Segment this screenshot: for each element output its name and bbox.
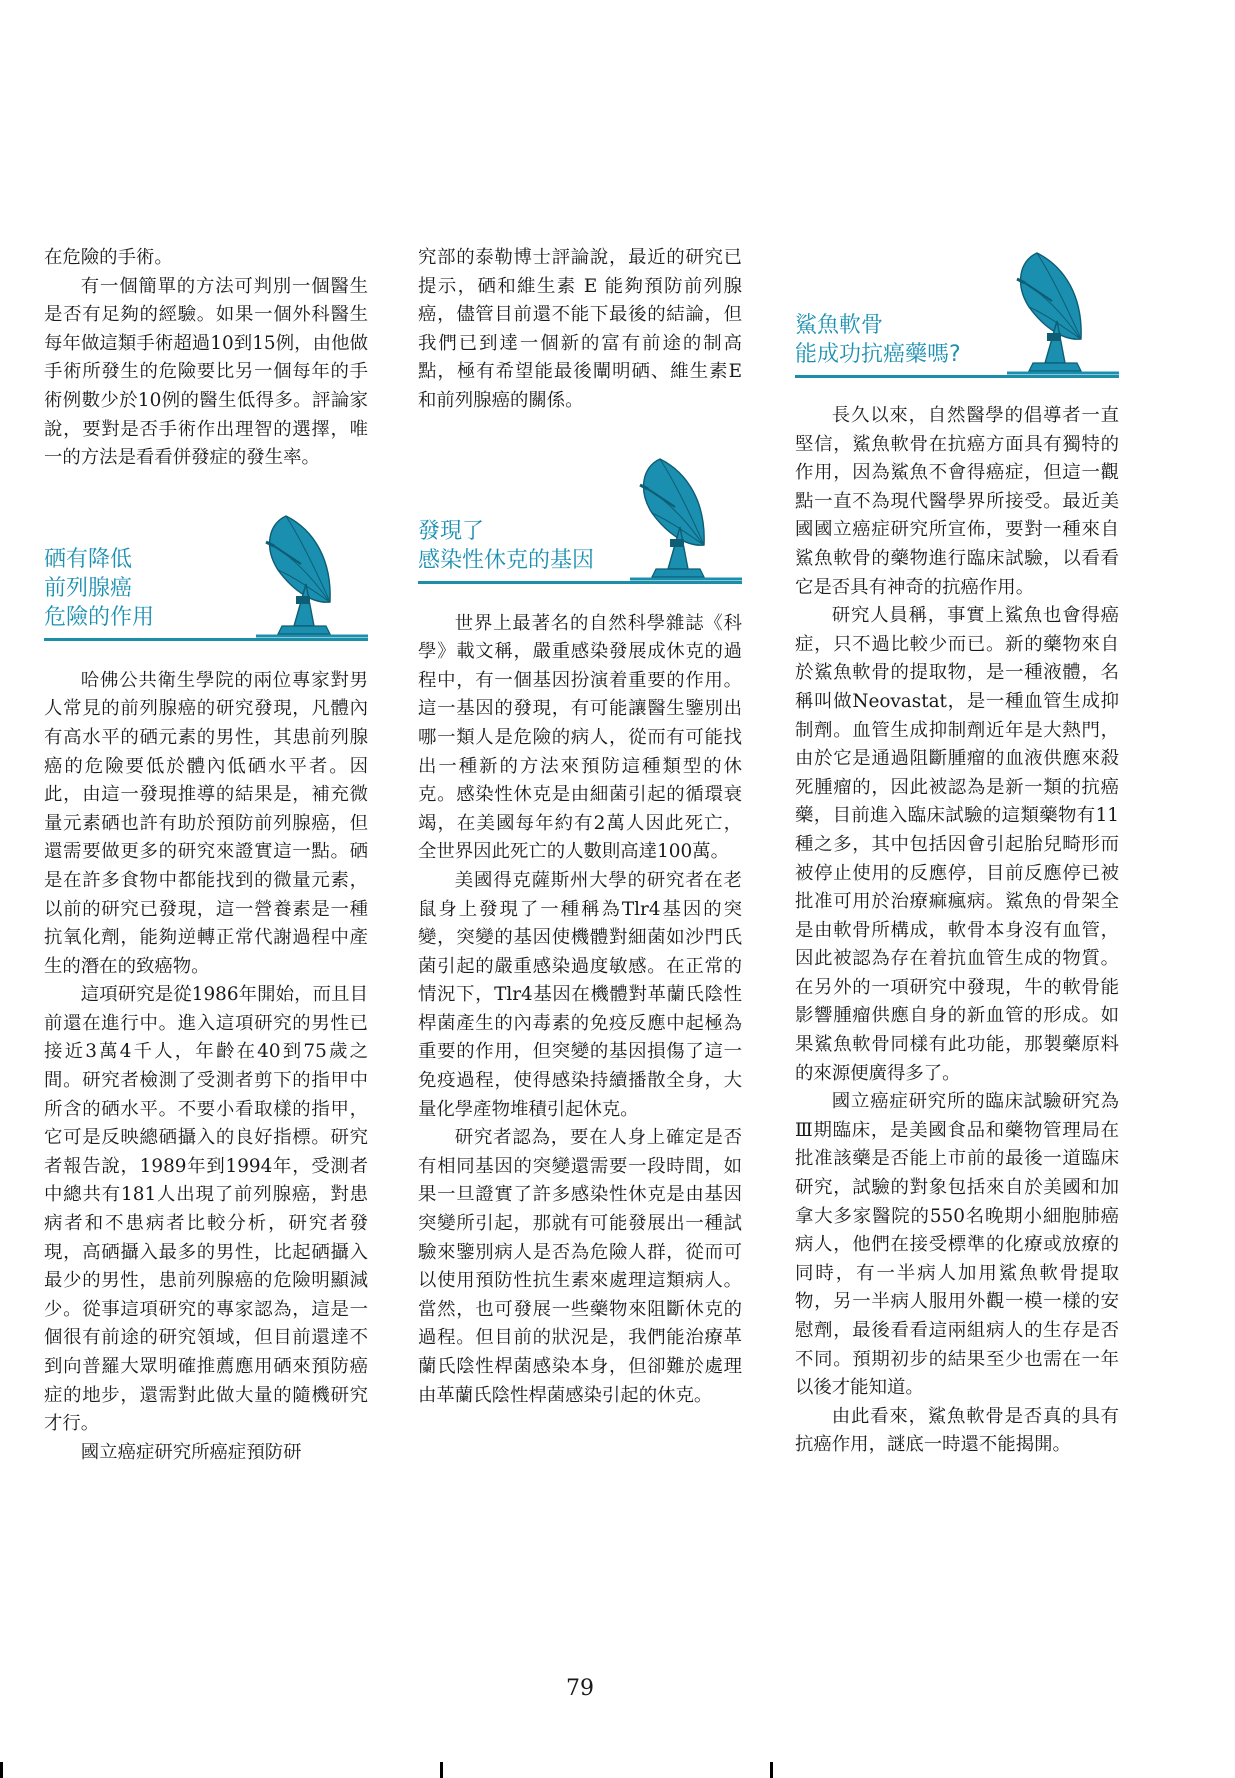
satellite-dish-icon bbox=[630, 451, 742, 581]
crop-mark bbox=[0, 1762, 3, 1778]
crop-mark bbox=[440, 1762, 443, 1778]
page-number: 79 bbox=[566, 1676, 594, 1701]
heading-text: 硒有降低 前列腺癌 危險的作用 bbox=[44, 546, 155, 630]
paragraph: 究部的泰勒博士評論說，最近的研究已提示，硒和維生素 E 能夠預防前列腺癌，儘管目前還不能下最後的結論，但我們已到達一個新的富有前途的制高點，極有希望能最後闡明硒、維生素E和前列腺癌的關係。 bbox=[418, 247, 742, 411]
paragraph: 國立癌症研究所的臨床試驗研究為Ⅲ期臨床，是美國食品和藥物管理局在批准該藥是否能上市前的最後一道臨床研究，試驗的對象包括來自於美國和加拿大多家醫院的550名晚期小細胞肺癌病人，他們在接受標準的化療或放療的同時，有一半病人加用鯊魚軟骨提取物，另一半病人服用外觀一模一樣的安慰劑，最後看看這兩組病人的生存是否不同。預期初步的結果至少也需在一年以後才能知道。 bbox=[795, 1091, 1119, 1399]
satellite-dish-icon bbox=[256, 508, 368, 638]
crop-mark bbox=[770, 1762, 773, 1778]
section-heading-septic-shock bbox=[418, 450, 742, 584]
paragraph: 哈佛公共衛生學院的兩位專家對男人常見的前列腺癌的研究發現，凡體內有高水平的硒元素的男性，其患前列腺癌的危險要低於體內低硒水平者。因此，由這一發現推導的結果是，補充微量元素硒也許有助於預防前列腺癌，但還需要做更多的研究來證實這一點。硒是在許多食物中都能找到的微量元素，以前的研究已發現，這一營養素是一種抗氧化劑，能夠逆轉正常代謝過程中產生的潛在的致癌物。 bbox=[44, 669, 368, 977]
column-left bbox=[44, 244, 368, 1467]
section-heading-shark-cartilage bbox=[795, 244, 1119, 378]
heading-text: 發現了 感染性休克的基因 bbox=[418, 518, 595, 573]
paragraph: 國立癌症研究所癌症預防研 bbox=[80, 1441, 302, 1463]
paragraph: 長久以來，自然醫學的倡導者一直堅信，鯊魚軟骨在抗癌方面具有獨特的作用，因為鯊魚不會得癌症，但這一觀點一直不為現代醫學界所接受。最近美國國立癌症研究所宣佈，要對一種來自鯊魚軟骨的藥物進行臨床試驗，以看看它是否具有神奇的抗癌作用。 bbox=[795, 405, 1119, 598]
paragraph: 世界上最著名的自然科學雜誌《科學》載文稱，嚴重感染發展成休克的過程中，有一個基因扮演着重要的作用。這一基因的發現，有可能讓醫生鑒別出哪一類人是危險的病人，從而有可能找出一種新的方法來預防這種類型的休克。感染性休克是由細菌引起的循環衰竭，在美國每年約有2萬人因此死亡，全世界因此死亡的人數則高達100萬。 bbox=[418, 612, 742, 863]
paragraph: 研究者認為，要在人身上確定是否有相同基因的突變還需要一段時間，如果一旦證實了許多感染性休克是由基因突變所引起，那就有可能發展出一種試驗來鑒別病人是否為危險人群，從而可以使用預防性抗生素來處理這類病人。當然，也可發展一些藥物來阻斷休克的過程。但目前的狀況是，我們能治療革蘭氏陰性桿菌感染本身，但卻難於處理由革蘭氏陰性桿菌感染引起的休克。 bbox=[418, 1127, 742, 1406]
paragraph: 這項研究是從1986年開始，而且目前還在進行中。進入這項研究的男性已接近3萬4千人，年齡在40到75歲之間。研究者檢測了受測者剪下的指甲中所含的硒水平。不要小看取樣的指甲，它可是反映總硒攝入的良好指標。研究者報告說，1989年到1994年，受測者中總共有181人出現了前列腺癌，對患病者和不患病者比較分析，研究者發現，高硒攝入最多的男性，比起硒攝入最少的男性，患前列腺癌的危險明顯減少。從事這項研究的專家認為，這是一個很有前途的研究領域，但目前還達不到向普羅大眾明確推薦應用硒來預防癌症的地步，還需對此做大量的隨機研究才行。 bbox=[44, 984, 368, 1435]
section-heading-selenium bbox=[44, 507, 368, 641]
paragraph: 在危險的手術。 bbox=[44, 247, 173, 268]
paragraph: 有一個簡單的方法可判別一個醫生是否有足夠的經驗。如果一個外科醫生每年做這類手術超過10到15例，由他做手術所發生的危險要比另一個每年的手術例數少於10例的醫生低得多。評論家說，要對是否手術作出理智的選擇，唯一的方法是看看併發症的發生率。 bbox=[44, 275, 368, 469]
satellite-dish-icon bbox=[1007, 245, 1119, 375]
paragraph: 美國得克薩斯州大學的研究者在老鼠身上發現了一種稱為Tlr4基因的突變，突變的基因使機體對細菌如沙門氏菌引起的嚴重感染過度敏感。在正常的情況下，Tlr4基因在機體對革蘭氏陰性桿菌產生的內毒素的免疫反應中起極為重要的作用，但突變的基因損傷了這一免疫過程，使得感染持續播散全身，大量化學產物堆積引起休克。 bbox=[418, 869, 742, 1120]
heading-text: 鯊魚軟骨 能成功抗癌藥嗎? bbox=[795, 313, 961, 367]
paragraph: 由此看來，鯊魚軟骨是否真的具有抗癌作用，謎底一時還不能揭開。 bbox=[795, 1405, 1119, 1456]
column-right bbox=[795, 244, 1119, 1460]
paragraph: 研究人員稱，事實上鯊魚也會得癌症，只不過比較少而已。新的藥物來自於鯊魚軟骨的提取物，是一種液體，名稱叫做Neovastat，是一種血管生成抑制劑。血管生成抑制劑近年是大熱門，由於它是通過阻斷腫瘤的血液供應來殺死腫瘤的，因此被認為是新一類的抗癌藥，目前進入臨床試驗的這類藥物有11種之多，其中包括因會引起胎兒畸形而被停止使用的反應停，目前反應停已被批准可用於治療痲瘋病。鯊魚的骨架全是由軟骨所構成，軟骨本身沒有血管，因此被認為存在着抗血管生成的物質。在另外的一項研究中發現，牛的軟骨能影響腫瘤供應自身的新血管的形成。如果鯊魚軟骨同樣有此功能，那製藥原料的來源便廣得多了。 bbox=[795, 605, 1119, 1084]
column-middle bbox=[418, 244, 742, 1410]
